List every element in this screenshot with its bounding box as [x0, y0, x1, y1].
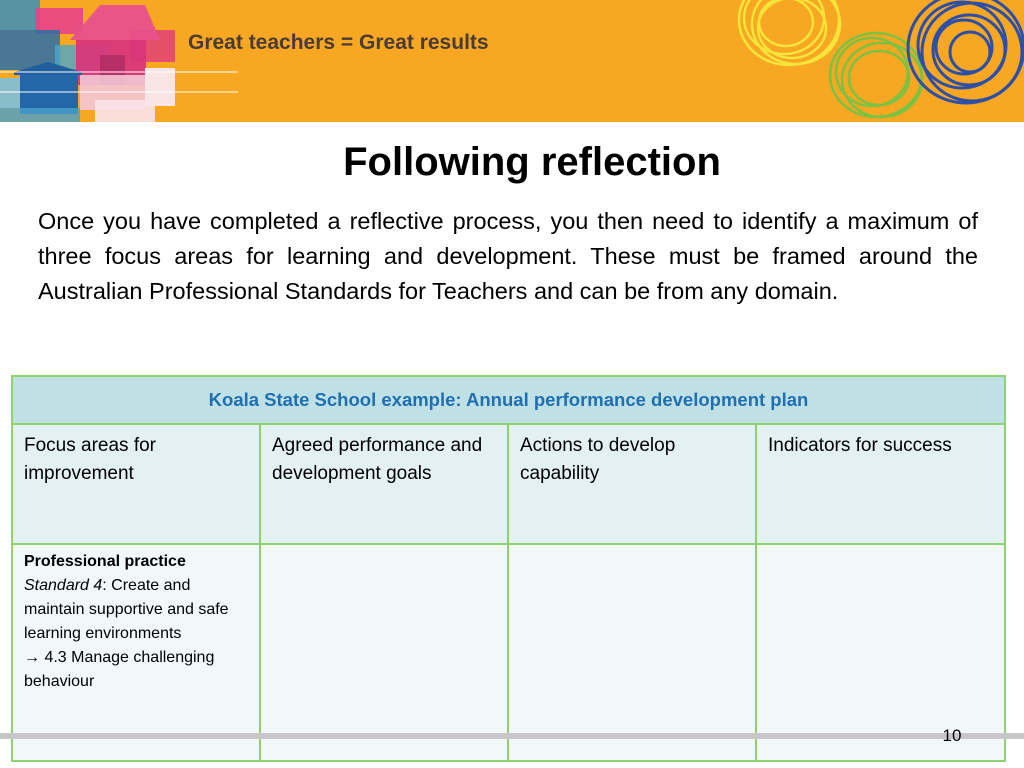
tagline: Great teachers = Great results: [188, 31, 489, 54]
table-caption: Koala State School example: Annual performance development plan: [12, 376, 1005, 424]
table-caption-row: [12, 376, 1005, 424]
column-header: Agreed performance and development goals: [260, 424, 508, 544]
column-header: Indicators for success: [756, 424, 1005, 544]
column-header: Focus areas for improvement: [12, 424, 260, 544]
actions-cell: [508, 544, 756, 761]
page-number: 10: [942, 726, 962, 745]
footer-bar: [0, 733, 1024, 739]
table-row: [12, 544, 1005, 761]
goals-cell: [260, 544, 508, 761]
intro-paragraph: Once you have completed a reflective process, you then need to identify a maximum of three focus areas for learning and development. These must be framed around the Australian Professional Standards for Teachers and can be from any domain.: [38, 208, 978, 304]
standard-description: [24, 574, 248, 646]
scribble-circles-icon: [734, 0, 1024, 122]
domain-label: Professional practice: [24, 553, 186, 570]
table-header-row: [12, 424, 1005, 544]
development-plan-table: [11, 375, 1006, 762]
focus-area-cell: [12, 544, 260, 761]
focus-item-text: 4.3 Manage challenging behaviour: [24, 649, 215, 690]
indicators-cell: [756, 544, 1005, 761]
house-logo-icon: [0, 0, 240, 122]
slide-title: Following reflection: [343, 140, 721, 184]
standard-text: : Create and maintain supportive and safe learning environments: [24, 577, 229, 642]
header-banner: [0, 0, 1024, 122]
column-header: Actions to develop capability: [508, 424, 756, 544]
arrow-icon: →: [24, 649, 40, 666]
focus-item: [24, 646, 248, 694]
standard-name: Standard 4: [24, 577, 103, 594]
